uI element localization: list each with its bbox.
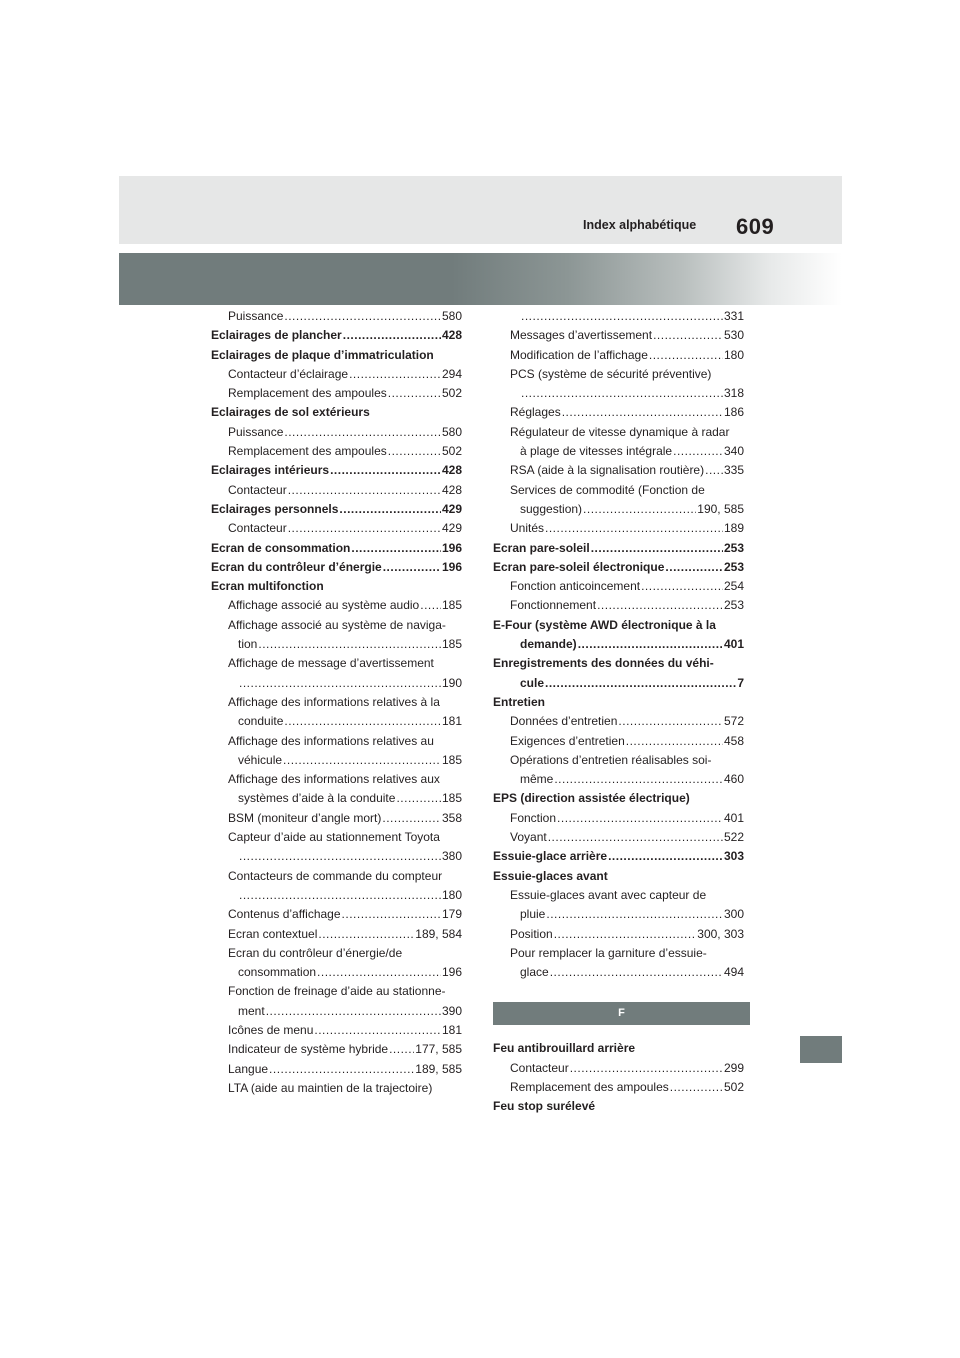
index-sub-entry [493, 596, 744, 615]
entry-label: Unités [510, 521, 545, 536]
dot-leader [351, 539, 441, 558]
section-letter: F [618, 1007, 625, 1020]
dot-leader [388, 384, 441, 403]
index-sub-entry [211, 982, 462, 1001]
index-sub-entry [211, 1021, 462, 1040]
entry-label: Eclairages de plaque d’immatriculation [211, 347, 434, 362]
page-reference: 429 [441, 501, 462, 516]
page-reference: 401 [723, 637, 744, 652]
index-sub-entry [211, 519, 462, 538]
index-main-entry [211, 539, 462, 558]
page-reference: 300 [723, 907, 744, 922]
entry-label: EPS (direction assistée électrique) [493, 791, 690, 806]
entry-label: véhicule [238, 752, 283, 767]
entry-label: Contacteur [228, 482, 287, 497]
index-main-entry [493, 867, 744, 886]
index-sub-entry [211, 712, 462, 731]
index-main-entry [493, 1097, 744, 1116]
index-sub-entry [493, 423, 744, 442]
page-reference: 502 [723, 1079, 744, 1094]
index-sub-entry [493, 481, 744, 500]
decorative-gradient-band [119, 253, 842, 305]
entry-label: Essuie-glaces avant [493, 868, 608, 883]
page-reference: 335 [723, 463, 744, 478]
index-sub-entry [211, 867, 462, 886]
index-sub-entry [493, 500, 744, 519]
index-sub-entry [211, 732, 462, 751]
dot-leader [608, 847, 723, 866]
dot-leader [521, 384, 723, 403]
entry-label: Affichage associé au système de naviga- [228, 617, 446, 632]
entry-label: Puissance [228, 424, 284, 439]
entry-label: Fonction de freinage d’aide au stationne- [228, 984, 446, 999]
dot-leader [266, 1002, 441, 1021]
dot-leader [521, 307, 723, 326]
index-sub-entry [493, 326, 744, 345]
page-reference: 186 [723, 405, 744, 420]
index-main-entry [493, 674, 744, 693]
index-sub-entry [493, 886, 744, 905]
entry-label: même [520, 772, 554, 787]
page-reference: 331 [723, 309, 744, 323]
index-sub-entry [211, 905, 462, 924]
entry-label: Remplacement des ampoules [510, 1079, 669, 1094]
dot-leader [284, 307, 441, 326]
index-main-entry [493, 635, 744, 654]
index-sub-entry [493, 732, 744, 751]
dot-leader [389, 1040, 414, 1059]
dot-leader [330, 461, 441, 480]
entry-label: BSM (moniteur d’angle mort) [228, 810, 382, 825]
entry-label: Messages d’avertissement [510, 328, 653, 343]
index-main-entry [211, 558, 462, 577]
page-reference: 428 [441, 463, 462, 478]
dot-leader [583, 500, 696, 519]
entry-label: Feu stop surélevé [493, 1099, 596, 1114]
index-sub-entry [211, 925, 462, 944]
page-reference: 189, 584 [415, 926, 462, 941]
index-column-right [493, 307, 744, 1117]
dot-leader [545, 674, 736, 693]
index-main-entry [211, 577, 462, 596]
page-reference: 189, 585 [415, 1061, 462, 1076]
dot-leader [705, 461, 723, 480]
entry-label: ment [238, 1003, 265, 1018]
entry-label: Eclairages personnels [211, 501, 339, 516]
index-main-entry [211, 500, 462, 519]
page-reference: 390 [441, 1003, 462, 1018]
entry-label: Contacteur d’éclairage [228, 366, 349, 381]
entry-label: conduite [238, 714, 284, 729]
dot-leader [396, 789, 441, 808]
dot-leader [578, 635, 723, 654]
index-main-entry [493, 847, 744, 866]
index-sub-entry [211, 384, 462, 403]
dot-leader [239, 847, 441, 866]
entry-label: Ecran pare-soleil [493, 540, 590, 555]
page-number: 609 [736, 214, 775, 239]
index-sub-entry [493, 403, 744, 422]
index-sub-entry [493, 925, 744, 944]
page-reference: 180 [441, 887, 462, 902]
page-reference: 190 [441, 675, 462, 690]
dot-leader [288, 481, 441, 500]
page-reference: 177, 585 [415, 1042, 462, 1057]
entry-label: Contacteur [510, 1060, 569, 1075]
entry-label: Enregistrements des données du véhi- [493, 656, 714, 671]
entry-label: demande) [520, 637, 577, 652]
entry-label: Réglages [510, 405, 561, 420]
dot-leader [550, 963, 723, 982]
index-main-entry [211, 326, 462, 345]
index-sub-entry [211, 886, 462, 905]
dot-leader [670, 1078, 723, 1097]
page-reference: 303 [723, 849, 744, 864]
index-main-entry [493, 654, 744, 673]
dot-leader [317, 963, 441, 982]
index-sub-entry [211, 481, 462, 500]
page-reference: 358 [441, 810, 462, 825]
index-sub-entry [493, 828, 744, 847]
entry-label: Remplacement des ampoules [228, 444, 387, 459]
dot-leader [618, 712, 723, 731]
page-reference: 502 [441, 444, 462, 459]
index-sub-entry [493, 365, 744, 384]
entry-label: systèmes d’aide à la conduite [238, 791, 396, 806]
index-sub-entry [493, 519, 744, 538]
index-main-entry [211, 346, 462, 365]
entry-label: Ecran pare-soleil électronique [493, 559, 665, 574]
index-sub-entry [211, 770, 462, 789]
page-reference: 580 [441, 309, 462, 323]
entry-label: Affichage des informations relatives au [228, 733, 434, 748]
page-reference: 522 [723, 830, 744, 845]
index-sub-entry [211, 442, 462, 461]
page-reference: 401 [723, 810, 744, 825]
page-reference: 318 [723, 386, 744, 401]
dot-leader [288, 519, 441, 538]
dot-leader [649, 346, 723, 365]
index-main-entry [493, 789, 744, 808]
page-reference: 458 [723, 733, 744, 748]
page-reference: 494 [723, 965, 744, 980]
page-reference: 180 [723, 347, 744, 362]
index-sub-entry [493, 751, 744, 770]
page-reference: 254 [723, 579, 744, 594]
dot-leader [318, 925, 414, 944]
entry-label: suggestion) [520, 501, 583, 516]
index-main-entry [211, 403, 462, 422]
index-main-entry [493, 616, 744, 635]
entry-label: Icônes de menu [228, 1022, 314, 1037]
index-sub-entry [211, 365, 462, 384]
page-reference: 300, 303 [697, 926, 744, 941]
index-main-entry [493, 693, 744, 712]
index-sub-entry [493, 944, 744, 963]
entry-label: Affichage des informations relatives à la [228, 694, 440, 709]
index-sub-entry [493, 384, 744, 403]
index-sub-entry [211, 616, 462, 635]
dot-leader [420, 596, 441, 615]
index-sub-entry [211, 751, 462, 770]
index-sub-entry [211, 1079, 462, 1098]
index-sub-entry [211, 674, 462, 693]
entry-label: Indicateur de système hybride [228, 1042, 389, 1057]
page-reference: 185 [441, 791, 462, 806]
dot-leader [283, 751, 441, 770]
entry-label: Puissance [228, 309, 284, 323]
header-band [119, 176, 842, 244]
dot-leader [597, 596, 723, 615]
index-sub-entry [211, 654, 462, 673]
entry-label: Capteur d’aide au stationnement Toyota [228, 830, 440, 845]
index-main-entry [493, 558, 744, 577]
index-sub-entry [211, 944, 462, 963]
entry-label: E-Four (système AWD électronique à la [493, 617, 716, 632]
page-reference: 185 [441, 598, 462, 613]
page-reference: 380 [441, 849, 462, 864]
entry-label: Fonction anticoincement [510, 579, 641, 594]
entry-label: Feu antibrouillard arrière [493, 1041, 636, 1056]
dot-leader [314, 1021, 441, 1040]
entry-label: Contacteurs de commande du compteur [228, 868, 443, 883]
dot-leader [570, 1059, 723, 1078]
entry-label: Voyant [510, 830, 547, 845]
page-reference: 196 [441, 965, 462, 980]
page-reference: 572 [723, 714, 744, 729]
page-reference: 502 [441, 386, 462, 401]
dot-leader [239, 886, 441, 905]
page-reference: 185 [441, 752, 462, 767]
entry-label: Ecran du contrôleur d’énergie [211, 559, 382, 574]
entry-label: Modification de l’affichage [510, 347, 648, 362]
entry-label: Position [510, 926, 553, 941]
dot-leader [269, 1060, 414, 1079]
index-sub-entry [493, 461, 744, 480]
dot-leader [258, 635, 441, 654]
dot-leader [562, 403, 723, 422]
page-reference: 190, 585 [697, 501, 744, 516]
entry-label: Services de commodité (Fonction de [510, 482, 705, 497]
entry-label: Affichage de message d’avertissement [228, 656, 434, 671]
entry-label: LTA (aide au maintien de la trajectoire) [228, 1080, 433, 1095]
index-sub-entry [493, 442, 744, 461]
index-main-entry [493, 1039, 744, 1058]
index-sub-entry [211, 789, 462, 808]
section-title: Index alphabétique [583, 218, 697, 232]
entry-label: RSA (aide à la signalisation routière) [510, 463, 705, 478]
thumb-index-tab [800, 1036, 842, 1063]
entry-label: cule [520, 675, 545, 690]
index-sub-entry [493, 307, 744, 326]
index-sub-entry [211, 1060, 462, 1079]
entry-label: Contacteur [228, 521, 287, 536]
dot-leader [673, 442, 723, 461]
entry-label: Langue [228, 1061, 269, 1076]
dot-leader [641, 577, 723, 596]
page-reference: 181 [441, 714, 462, 729]
index-sub-entry [211, 1040, 462, 1059]
dot-leader [342, 905, 441, 924]
dot-leader [653, 326, 723, 345]
entry-label: Remplacement des ampoules [228, 386, 387, 401]
index-sub-entry [493, 1059, 744, 1078]
page-reference: 460 [723, 772, 744, 787]
dot-leader [546, 905, 723, 924]
entry-label: Affichage associé au système audio [228, 598, 420, 613]
index-sub-entry [493, 963, 744, 982]
dot-leader [343, 326, 441, 345]
index-sub-entry [493, 770, 744, 789]
page-reference: 299 [723, 1060, 744, 1075]
entry-label: Régulateur de vitesse dynamique à radar [510, 424, 730, 439]
index-sub-entry [211, 596, 462, 615]
entry-label: Ecran du contrôleur d’énergie/de [228, 945, 403, 960]
dot-leader [554, 770, 723, 789]
page-reference: 530 [723, 328, 744, 343]
dot-leader [239, 674, 441, 693]
index-sub-entry [493, 346, 744, 365]
entry-label: PCS (système de sécurité préventive) [510, 366, 712, 381]
index-sub-entry [211, 1002, 462, 1021]
page-reference: 7 [737, 675, 744, 690]
entry-label: Eclairages de sol extérieurs [211, 405, 370, 420]
index-sub-entry [493, 809, 744, 828]
dot-leader [349, 365, 441, 384]
entry-label: Ecran contextuel [228, 926, 318, 941]
dot-leader [554, 925, 697, 944]
page-reference: 189 [723, 521, 744, 536]
page-reference: 428 [441, 482, 462, 497]
entry-label: glace [520, 965, 549, 980]
page-reference: 253 [723, 540, 744, 555]
page-reference: 196 [441, 540, 462, 555]
dot-leader [388, 442, 441, 461]
page-reference: 253 [723, 559, 744, 574]
entry-label: Pour remplacer la garniture d’essuie- [510, 945, 707, 960]
dot-leader [665, 558, 723, 577]
index-sub-entry [211, 847, 462, 866]
index-sub-entry [493, 1078, 744, 1097]
index-sub-entry [493, 712, 744, 731]
dot-leader [548, 828, 723, 847]
entry-label: Affichage des informations relatives aux [228, 772, 440, 787]
index-sub-entry [211, 635, 462, 654]
dot-leader [557, 809, 723, 828]
index-sub-entry [211, 828, 462, 847]
index-sub-entry [493, 577, 744, 596]
entry-label: Eclairages de plancher [211, 328, 342, 343]
entry-label: Entretien [493, 694, 546, 709]
entry-label: Fonctionnement [510, 598, 597, 613]
dot-leader [383, 558, 441, 577]
dot-leader [284, 423, 441, 442]
index-sub-entry [211, 307, 462, 326]
entry-label: tion [238, 637, 258, 652]
index-sub-entry [211, 423, 462, 442]
entry-label: Contenus d’affichage [228, 907, 341, 922]
page-reference: 253 [723, 598, 744, 613]
entry-label: Essuie-glace arrière [493, 849, 608, 864]
dot-leader [339, 500, 441, 519]
page-reference: 428 [441, 328, 462, 343]
dot-leader [591, 539, 723, 558]
entry-label: à plage de vitesses intégrale [520, 444, 673, 459]
entry-label: Fonction [510, 810, 557, 825]
index-sub-entry [211, 963, 462, 982]
section-letter-bar [493, 1002, 750, 1025]
dot-leader [626, 732, 723, 751]
page-reference: 580 [441, 424, 462, 439]
index-entries-f [493, 1039, 744, 1116]
index-main-entry [211, 461, 462, 480]
page-reference: 185 [441, 637, 462, 652]
entry-label: Ecran multifonction [211, 579, 324, 594]
page-reference: 181 [441, 1022, 462, 1037]
entry-label: Données d’entretien [510, 714, 618, 729]
entry-label: Exigences d’entretien [510, 733, 625, 748]
entry-label: consommation [238, 965, 317, 980]
index-main-entry [493, 539, 744, 558]
index-entries-e [493, 307, 744, 982]
index-sub-entry [211, 693, 462, 712]
dot-leader [545, 519, 723, 538]
page-reference: 179 [441, 907, 462, 922]
entry-label: Essuie-glaces avant avec capteur de [510, 887, 707, 902]
index-sub-entry [493, 905, 744, 924]
page-reference: 196 [441, 559, 462, 574]
dot-leader [382, 809, 441, 828]
dot-leader [284, 712, 441, 731]
entry-label: Eclairages intérieurs [211, 463, 330, 478]
entry-label: pluie [520, 907, 546, 922]
page-reference: 294 [441, 366, 462, 381]
index-column-left [211, 307, 462, 1098]
page-reference: 340 [723, 444, 744, 459]
entry-label: Opérations d’entretien réalisables soi- [510, 752, 712, 767]
page-reference: 429 [441, 521, 462, 536]
entry-label: Ecran de consommation [211, 540, 351, 555]
index-sub-entry [211, 809, 462, 828]
